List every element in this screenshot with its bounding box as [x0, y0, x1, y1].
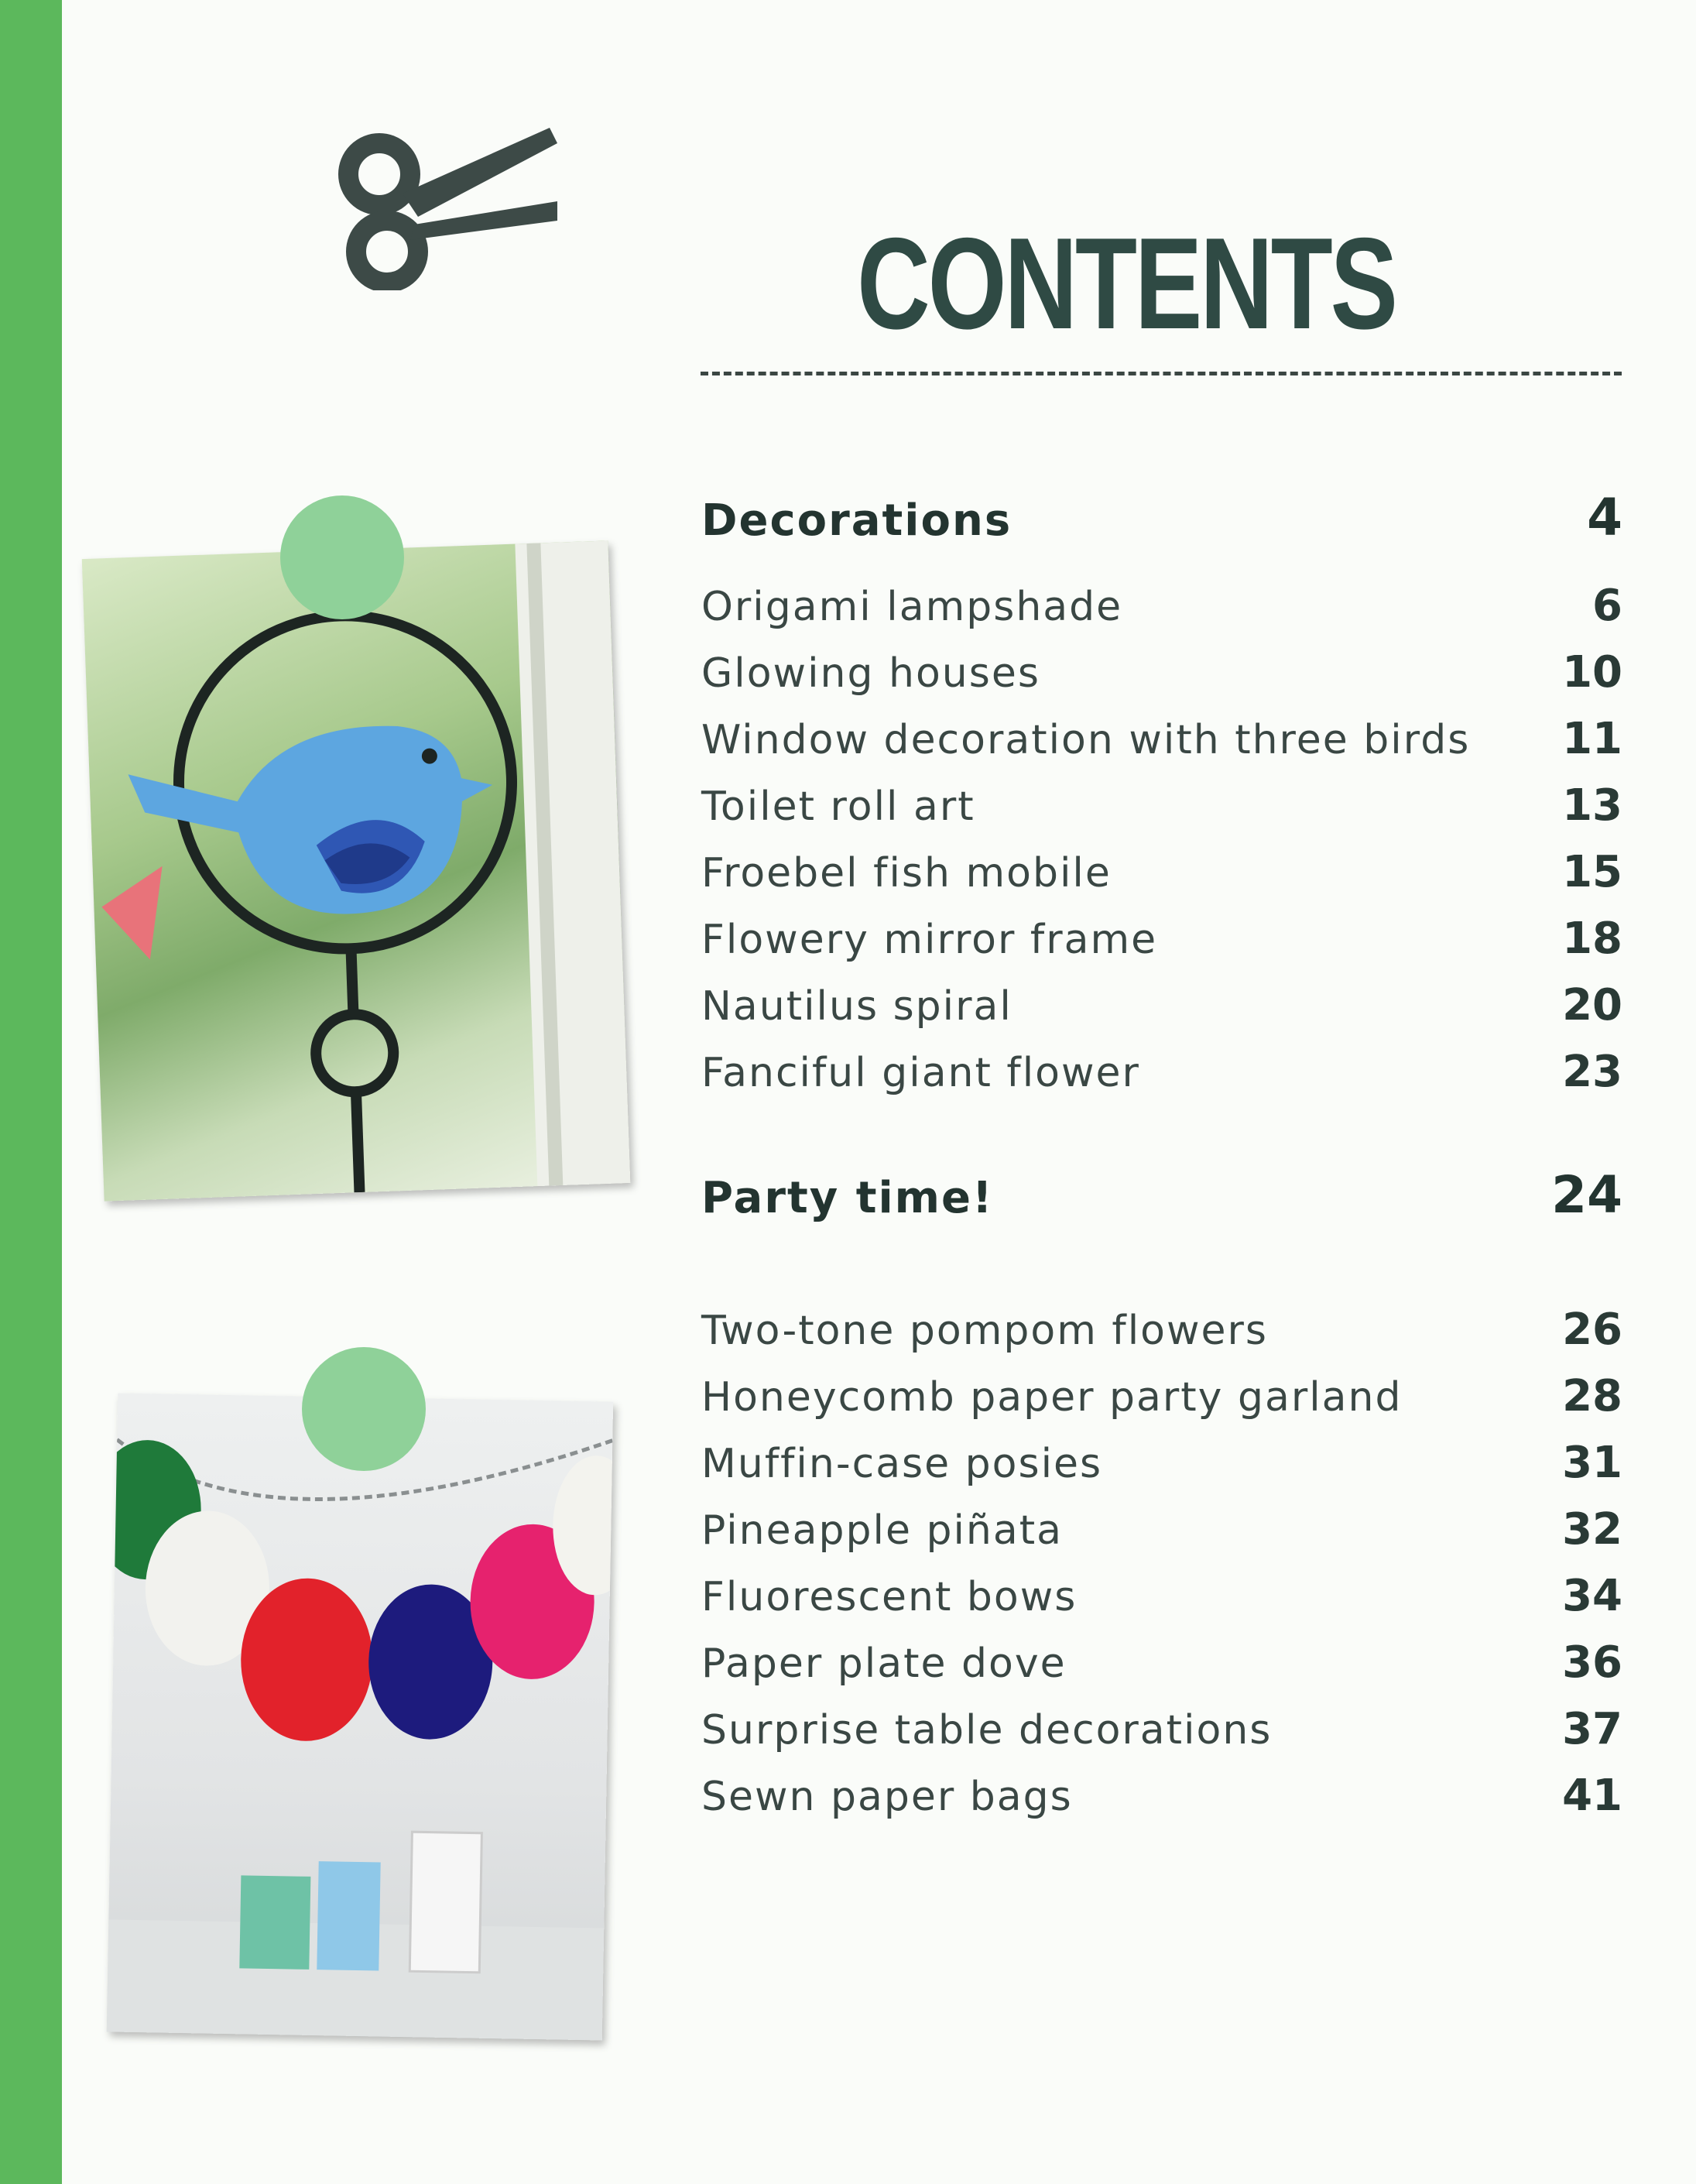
toc-item[interactable] — [701, 1371, 1622, 1438]
garland-illustration — [107, 1393, 613, 2040]
toc-item-label: Sewn paper bags — [701, 1774, 1073, 1820]
toc-item[interactable] — [701, 980, 1622, 1047]
tape-dot — [280, 495, 404, 619]
toc-item[interactable] — [701, 1504, 1622, 1571]
section-page: 24 — [1551, 1165, 1622, 1225]
section-decorations — [701, 488, 1622, 1113]
toc-item[interactable] — [701, 847, 1622, 914]
toc-item-page: 32 — [1562, 1504, 1622, 1555]
toc-item-page: 15 — [1562, 847, 1622, 897]
toc-item-label: Window decoration with three birds — [701, 717, 1471, 763]
section-heading — [701, 488, 1622, 581]
section-party-time — [701, 1165, 1622, 1837]
section-heading — [701, 1165, 1622, 1305]
toc-item[interactable] — [701, 1771, 1622, 1837]
bird-window-photo — [82, 540, 631, 1201]
toc-item-page: 13 — [1562, 780, 1622, 831]
toc-item-label: Flowery mirror frame — [701, 917, 1158, 963]
toc-item-label: Nautilus spiral — [701, 983, 1012, 1030]
toc-item-page: 36 — [1562, 1637, 1622, 1688]
toc-item-label: Origami lampshade — [701, 584, 1123, 630]
toc-item-page: 26 — [1562, 1305, 1622, 1355]
toc-item-page: 6 — [1592, 581, 1622, 631]
section-title: Decorations — [701, 495, 1012, 546]
toc-item-label: Fluorescent bows — [701, 1574, 1078, 1620]
toc-item[interactable] — [701, 914, 1622, 980]
toc-item-page: 41 — [1562, 1771, 1622, 1821]
toc-item-page: 31 — [1562, 1438, 1622, 1488]
garland-photo — [107, 1393, 613, 2040]
page-title: CONTENTS — [857, 211, 1396, 356]
toc-item-label: Pineapple piñata — [701, 1507, 1063, 1554]
toc-item[interactable] — [701, 1047, 1622, 1113]
tape-dot — [302, 1347, 426, 1471]
toc-item[interactable] — [701, 581, 1622, 647]
toc-item-label: Fanciful giant flower — [701, 1050, 1140, 1096]
toc-item-label: Honeycomb paper party garland — [701, 1374, 1403, 1421]
toc-item-page: 11 — [1562, 714, 1622, 764]
toc-item-page: 34 — [1562, 1571, 1622, 1621]
toc-item-page: 23 — [1562, 1047, 1622, 1097]
toc-item-page: 37 — [1562, 1704, 1622, 1754]
toc-item-label: Froebel fish mobile — [701, 850, 1112, 897]
scissors-icon — [325, 120, 573, 290]
toc-item[interactable] — [701, 714, 1622, 780]
toc-item-label: Muffin-case posies — [701, 1441, 1103, 1487]
toc-item-label: Two-tone pompom flowers — [701, 1308, 1268, 1354]
toc-item-page: 20 — [1562, 980, 1622, 1030]
toc-item-label: Surprise table decorations — [701, 1707, 1273, 1754]
bird-illustration — [82, 540, 631, 1201]
toc-item-page: 28 — [1562, 1371, 1622, 1421]
toc-item-label: Toilet roll art — [701, 783, 975, 830]
toc-item-page: 10 — [1562, 647, 1622, 698]
toc-item[interactable] — [701, 780, 1622, 847]
toc-item[interactable] — [701, 647, 1622, 714]
toc-item[interactable] — [701, 1571, 1622, 1637]
side-green-bar — [0, 0, 62, 2184]
toc-item[interactable] — [701, 1704, 1622, 1771]
dashed-divider — [701, 372, 1622, 375]
toc-item-label: Glowing houses — [701, 650, 1040, 697]
toc-item[interactable] — [701, 1438, 1622, 1504]
section-title: Party time! — [701, 1173, 994, 1223]
toc-item[interactable] — [701, 1637, 1622, 1704]
section-page: 4 — [1587, 488, 1622, 547]
toc-item-label: Paper plate dove — [701, 1641, 1067, 1687]
toc-item[interactable] — [701, 1305, 1622, 1371]
toc-item-page: 18 — [1562, 914, 1622, 964]
